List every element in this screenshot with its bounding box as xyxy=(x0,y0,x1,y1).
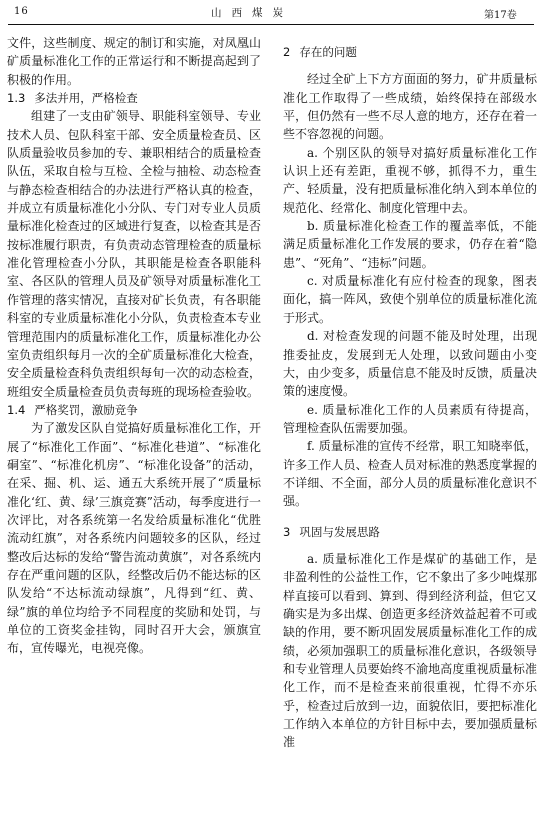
section-title: 严格奖罚，激励竞争 xyxy=(34,402,138,417)
right-column xyxy=(283,34,537,752)
section-heading-1-3 xyxy=(7,89,261,107)
list-item-d: d. 对检查发现的问题不能及时处理，出现推委扯皮，发展到无人处理，以致问题由小变大，由少变多，质量信息不能及时反馈，质量决策的速度慢。 xyxy=(283,329,537,399)
spacer xyxy=(283,541,537,550)
header-rule xyxy=(8,24,534,25)
section-number: 2 xyxy=(283,45,291,59)
paragraph: 经过全矿上下方方面面的努力，矿井质量标准化工作取得了一些成绩，始终保持在部级水平，但仍然有一些不尽人意的地方，还存在着一些不容忽视的问题。 xyxy=(283,72,537,142)
list-item-a: a. 质量标准化工作是煤矿的基础工作，是非盈利性的公益性工作，它不象出了多少吨煤那样直接可以看到、算到、得到经济利益，但它又确实是为多出煤、创造更多经济效益起着不可或缺的作用，要不断巩固发展质量标准化工作的成绩，必须加强职工的质量标准化意识，各级领导和专业管理人员要始终不渝地高度重视质量标准化工作，而不是检查来前很重视，忙得不亦乐乎，检查过后放到一边，面貌依旧，要把标准化工作纳入本单位的方针目标中去，要加强质量标准 xyxy=(283,551,537,750)
left-column xyxy=(7,34,261,658)
spacer xyxy=(283,61,537,70)
running-header xyxy=(0,0,541,30)
section-title: 存在的问题 xyxy=(299,45,357,59)
journal-title: 山西煤炭 xyxy=(211,7,293,19)
section-heading-1-4 xyxy=(7,401,261,419)
section-heading-2 xyxy=(283,43,537,61)
list-item-b: b. 质量标准化检查工作的覆盖率低，不能满足质量标准化工作发展的要求，仍存在着“隐患”、“死角”、“违标”问题。 xyxy=(283,219,537,270)
paragraph: 文件，这些制度、规定的制订和实施，对凤凰山矿质量标准化工作的正常运行和不断提高起到了积极的作用。 xyxy=(7,36,261,87)
section-number: 3 xyxy=(283,524,291,539)
paragraph: 组建了一支由矿领导、职能科室领导、专业技术人员、包队科室干部、安全质量检查员、区队质量验收员参加的专、兼职相结合的质量检查队伍，采取自检与互检、全检与抽检、动态检查与静态检查相结合的办法进行严格认真的检查，并成立有质量标准化小分队、专门对专业人员质量标准化检查过的区域进行复查，以检查其是否按标准履行职责，有负责动态管理检查的质量标准化管理检查小分队，其职能是检查各职能科室、各区队的管理人员及矿领导对质量标准化工作管理的落实情况，直接对矿长负责，有各职能科室的专业质量标准化小分队，负责检查本专业管理范围内的质量标准化工作，质量标准化办公室负责组织每月一次的全矿质量标准化大检查，安全质量检查科负责组织每旬一次的动态检查，班组安全质量检查员负责每班的现场检查验收。 xyxy=(7,109,261,399)
section-title: 巩固与发展思路 xyxy=(299,524,380,539)
list-item-c: c. 对质量标准化有应付检查的现象，图表面化，搞一阵风，致使个别单位的质量标准化流于形式。 xyxy=(283,274,537,325)
spacer xyxy=(283,34,537,43)
spacer xyxy=(283,511,537,523)
section-number: 1.3 xyxy=(7,91,26,106)
paragraph: 为了激发区队自觉搞好质量标准化工作，开展了“标准化工作面”、“标准化巷道”、“标准化硐室”、“标准化机房”、“标准化设备”的活动，在采、掘、机、运、通五大系统开展了“质量标准化‘红、黄、绿’三旗竞赛”活动，每季度进行一次评比，对各系统第一名发给质量标准化“优胜流动红旗”，对各系统内问题较多的区队，经过整改后达标的发给“警告流动黄旗”，对各系统内存在严重问题的区队，经整改后仍不能达标的区队发给“不达标流动绿旗”，凡得到“红、黄、绿”旗的单位均给予不同程度的奖励和处罚，与单位的工资奖金挂钩，同时召开大会，颁旗宣布，宣传曝光，电视亮像。 xyxy=(7,421,261,656)
list-item-e: e. 质量标准化工作的人员素质有待提高，管理检查队伍需要加强。 xyxy=(283,402,537,435)
section-number: 1.4 xyxy=(7,402,26,417)
volume-label: 第17卷 xyxy=(484,10,517,21)
list-item-f: f. 质量标准的宣传不经常，职工知晓率低，许多工作人员、检查人员对标准的熟悉度掌握的不详细、不全面，部分人员的质量标准化意识不强。 xyxy=(283,439,537,509)
page-number: 16 xyxy=(14,6,29,17)
section-heading-3 xyxy=(283,523,537,541)
list-item-a: a. 个别区队的领导对搞好质量标准化工作认识上还有差距，重视不够，抓得不力，重生产、轻质量，没有把质量标准化纳入到本单位的规范化、经常化、制度化管理中去。 xyxy=(283,145,537,215)
section-title: 多法并用，严格检查 xyxy=(34,91,138,106)
